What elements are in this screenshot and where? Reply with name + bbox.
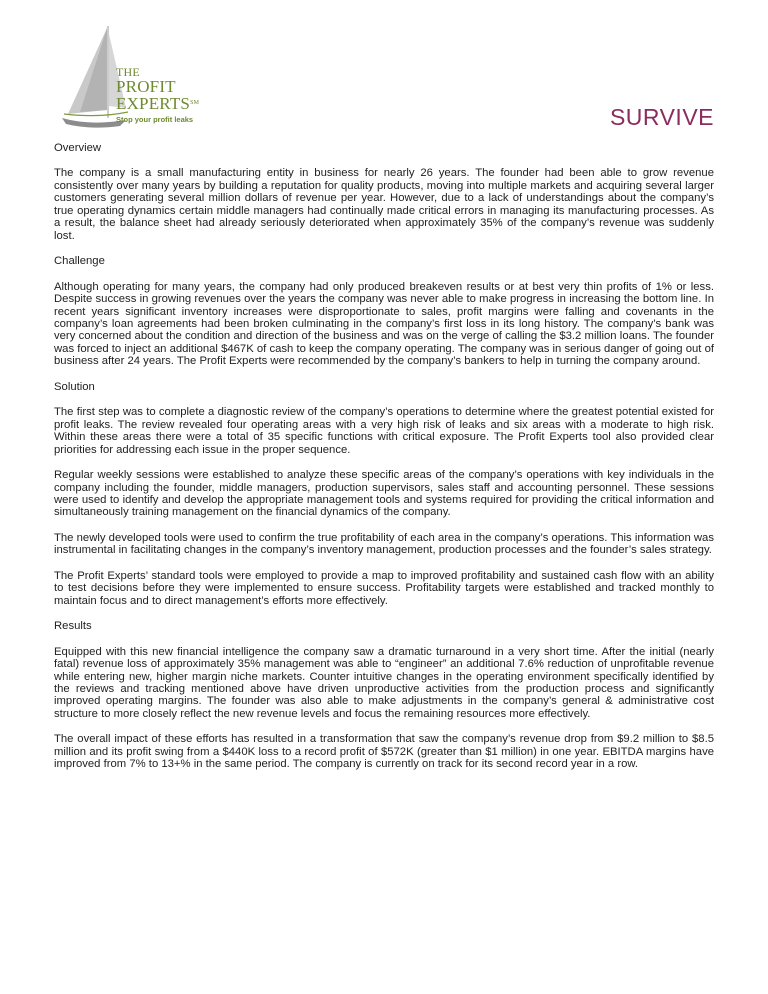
section-heading-solution: Solution <box>54 380 95 393</box>
challenge-paragraph-1: Although operating for many years, the company had only produced breakeven results or at best very thin profits of 1% or less. Despite success in growing revenues over the years the company was never able to make progress in increasing the bottom line. In recent years significant inventory increases were disproportionate to sales, profit margins were falling and covenants in the company’s loan agreements had been broken culminating in the company’s first loss in its long history. The company’s bank was very concerned about the condition and direction of the business and was on the verge of calling the $3.2 million loans. The founder was forced to inject an additional $467K of cash to keep the company operating. The company was in serious danger of going out of business after 24 years. The Profit Experts were recommended by the company’s bankers to help in turning the company around. <box>54 280 714 368</box>
logo-line-1: THE <box>116 65 140 79</box>
overview-paragraph-1: The company is a small manufacturing entity in business for nearly 26 years. The founder had been able to grow revenue consistently over many years by building a reputation for quality products, moving into multiple markets and acquiring several larger customers generating several million dollars of revenue per year. However, due to a lack of understandings about the company’s true operating dynamics certain middle managers had continually made critical errors in managing its manufacturing processes. As a result, the balance sheet had already seriously deteriorated when approximately 35% of the company’s revenue was suddenly lost. <box>54 167 714 242</box>
section-heading-overview: Overview <box>54 142 102 154</box>
section-heading-challenge: Challenge <box>54 255 105 268</box>
logo-trademark: SM <box>190 100 200 106</box>
results-paragraph-1: Equipped with this new financial intelligence the company saw a dramatic turnaround in a very short time. After the initial (nearly fatal) revenue loss of approximately 35% management was able to “engineer” an additional 7.6% reduction of unprofitable revenue while entering new, higher margin niche markets. Counter intuitive changes in the operating environment specifically identified by the reviews and tracking mentioned above have driven unproductive activities from the production process and significantly improved operating margins. The founder was also able to make adjustments in the company’s general & administrative cost structure to more closely reflect the new revenue levels and focus the remaining resources more effectively. <box>54 645 714 720</box>
company-logo <box>60 22 220 130</box>
solution-paragraph-2: Regular weekly sessions were established to analyze these specific areas of the company’s operations with key individuals in the company including the founder, middle managers, production supervisors, sales staff and accounting personnel. These sessions were used to identify and develop the appropriate management tools and systems required for providing the critical information and simultaneously training management on the financial dynamics of the company. <box>54 469 714 519</box>
solution-paragraph-4: The Profit Experts’ standard tools were employed to provide a map to improved profitability and sustained cash flow with an ability to test decisions before they were implemented to ensure success. Profitability targets were established and tracked monthly to maintain focus and to direct management’s efforts more effectively. <box>54 569 714 607</box>
section-heading-results: Results <box>54 620 92 633</box>
solution-paragraph-1: The first step was to complete a diagnostic review of the company’s operations to determine where the greatest potential existed for profit leaks. The review revealed four operating areas with a very high risk of leaks and six areas with a moderate to high risk. Within these areas there were a total of 35 specific functions with critical exposure. The Profit Experts tool also provided clear priorities for addressing each issue in the proper sequence. <box>54 406 714 456</box>
page-title: SURVIVE <box>609 104 714 130</box>
logo-line-3: EXPERTS <box>116 94 191 113</box>
logo-tagline: Stop your profit leaks <box>116 115 194 124</box>
logo-wordmark <box>116 66 199 112</box>
logo-line-2: PROFIT <box>116 77 176 96</box>
results-paragraph-2: The overall impact of these efforts has resulted in a transformation that saw the company’s revenue drop from $9.2 million to $8.5 million and its profit swing from a $440K loss to a record profit of $572K (greater than $1 million) in one year. EBITDA margins have improved from 7% to 13+% in the same period. The company is currently on track for its second record year in a row. <box>54 733 714 771</box>
solution-paragraph-3: The newly developed tools were used to confirm the true profitability of each area in the company’s operations. This information was instrumental in facilitating changes in the company’s inventory management, production processes and the founder’s sales strategy. <box>54 531 714 557</box>
document-body <box>54 142 714 784</box>
